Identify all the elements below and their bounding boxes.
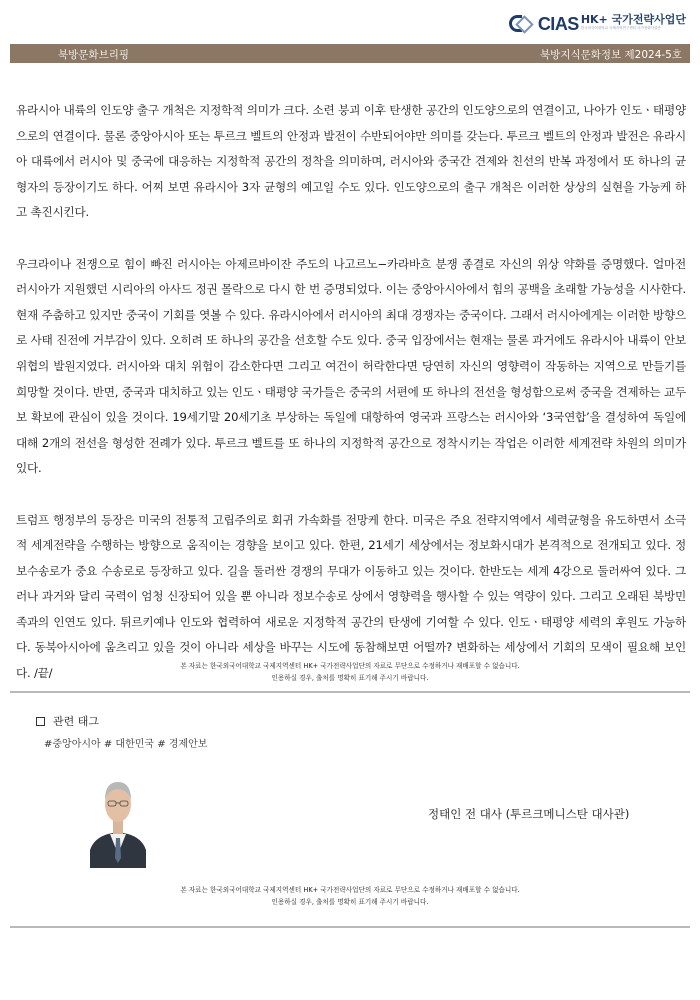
header-bar (10, 44, 690, 63)
tag-list: #중앙아시아 # 대한민국 # 경제안보 (44, 739, 208, 750)
series-label: 북방문화브리핑 (58, 49, 130, 61)
cias-logo-icon (509, 13, 535, 35)
notice-line-1: 본 자료는 한국외국어대학교 국제지역센터 HK+ 국가전략사업단의 자료로 무단으로 수정하거나 재배포할 수 없습니다. (180, 662, 520, 670)
checkbox-square-icon (36, 717, 45, 726)
paragraph-1: 유라시아 내륙의 인도양 출구 개척은 지정학적 의미가 크다. 소련 붕괴 이후 탄생한 공간의 인도양으로의 연결이고, 나아가 인도ㆍ태평양으로의 연결이다. 물론 중앙아시아 또는 투르크 벨트의 안정과 발전이 수반되어야만 의미를 갖는다. 투르크 벨트의 안정과 발전은 유라시아 대륙에서 러시아 및 중국에 대응하는 지정학적 공간의 정착을 의미하며, 러시아와 중국간 견제와 친선의 반복 과정에서 또 하나의 균형자의 등장이기도 하다. 어찌 보면 유라시아 3자 균형의 예고일 수도 있다. 인도양으로의 출구 개척은 이러한 상상의 실현을 가능케 하고 촉진시킨다. (16, 103, 686, 220)
author-photo (90, 768, 146, 868)
tags-heading (36, 713, 99, 729)
tags-heading-label: 관련 태그 (53, 715, 100, 728)
cias-logo (509, 12, 686, 36)
notice-line-1: 본 자료는 한국외국어대학교 국제지역센터 HK+ 국가전략사업단의 자료로 무단으로 수정하거나 재배포할 수 없습니다. (180, 886, 520, 894)
divider-bottom (10, 926, 690, 928)
copyright-notice-top (0, 660, 700, 684)
paragraph-3: 트럼프 행정부의 등장은 미국의 전통적 고립주의로 회귀 가속화를 전망케 한다. 미국은 주요 전략지역에서 세력균형을 유도하면서 소극적 세계전략을 수행하는 방향으로 움직이는 경향을 보이고 있다. 한편, 21세기 세상에서는 정보화시대가 본격적으로 전개되고 있다. 정보수송로가 중요 수송로로 등장하고 있다. 길을 둘러싼 경쟁의 무대가 이동하고 있는 것이다. 한반도는 세계 4강으로 둘러싸여 있다. 그러나 과거와 달리 국력이 엄청 신장되어 있을 뿐 아니라 정보수송로 상에서 영향력을 행사할 수 있는 역량이 있다. 그리고 오래된 북방민족과의 인연도 있다. 튀르키예나 인도와 협력하여 새로운 지정학적 공간의 탄생에 기여할 수 있다. 인도ㆍ태평양 세력의 후원도 가능하다. 동북아시아에 움츠리고 있을 것이 아니라 세상을 바꾸는 시도에 동참해보면 어떨까? 변화하는 세상에서 기회의 모색이 필요해 보인다. /끝/ (16, 512, 686, 681)
logo-subtitle: 한국외국어대학교 국제지역연구센터 국가전략사업단 (580, 26, 661, 30)
copyright-notice-bottom (0, 884, 700, 908)
logo-hk-label: HK+ 국가전략사업단 (580, 13, 686, 26)
article-body (16, 98, 686, 712)
logo-wordmark: CIAS (537, 14, 579, 34)
issue-number: 북방지식문화정보 제2024-5호 (540, 49, 682, 61)
notice-line-2: 인용하실 경우, 출처를 명확히 표기해 주시기 바랍니다. (271, 674, 429, 682)
paragraph-2: 우크라이나 전쟁으로 힘이 빠진 러시아는 아제르바이잔 주도의 나고르노−카라바흐 분쟁 종결로 자신의 위상 약화를 증명했다. 얼마전 러시아가 지원했던 시리아의 아사드 정권 몰락으로 다시 한 번 증명되었다. 이는 중앙아시아에서 힘의 공백을 초래할 가능성을 시사한다. 현재 주춤하고 있지만 중국이 기회를 엿볼 수 있다. 유라시아에서 러시아의 최대 경쟁자는 중국이다. 그래서 러시아에게는 이러한 방향으로 사태 진전에 거부감이 있다. 오히려 또 하나의 공간을 선호할 수도 있다. 중국 입장에서는 현재는 물론 과거에도 유라시아 내륙이 안보위협의 발원지였다. 러시아와 대치 위험이 감소한다면 그리고 여건이 허락한다면 당연히 자신의 영향력이 작동하는 지역으로 만들기를 희망할 것이다. 반면, 중국과 대치하고 있는 인도ㆍ태평양 국가들은 중국의 서편에 또 하나의 전선을 형성함으로써 중국을 견제하는 교두보 확보에 관심이 있을 것이다. 19세기말 20세기초 부상하는 독일에 대항하여 영국과 프랑스는 러시아와 ‘3국연합’을 결성하여 독일에 대해 2개의 전선을 형성한 전례가 있다. 투르크 벨트를 또 하나의 지정학적 공간으로 정착시키는 작업은 이러한 세계전략 차원의 의미가 있다. (16, 256, 686, 476)
divider-top (10, 691, 690, 693)
author-name: 정태인 전 대사 (투르크메니스탄 대사관) (428, 807, 630, 821)
notice-line-2: 인용하실 경우, 출처를 명확히 표기해 주시기 바랍니다. (271, 898, 429, 906)
